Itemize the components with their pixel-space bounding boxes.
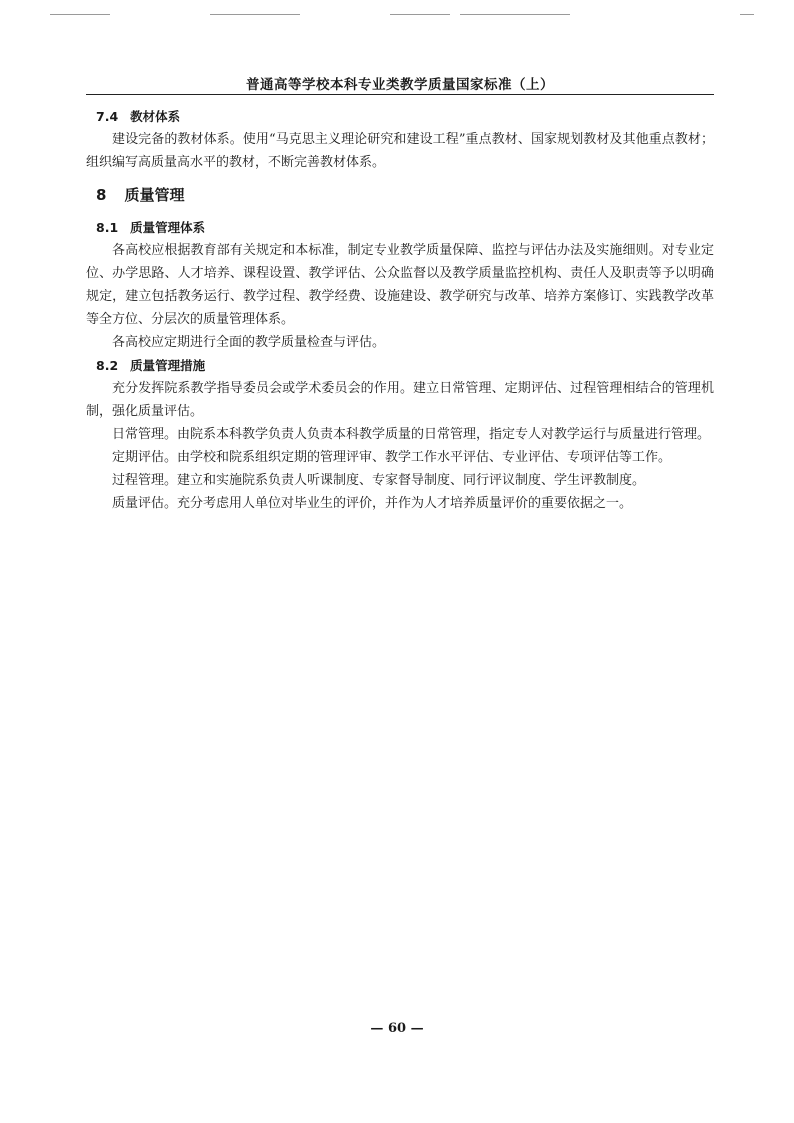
paragraph: 定期评估。由学校和院系组织定期的管理评审、教学工作水平评估、专业评估、专项评估等工作。 [112, 450, 672, 465]
page-number: — 60 — [370, 1021, 424, 1036]
chapter-title: 质量管理 [124, 186, 185, 204]
paragraph: 质量评估。充分考虑用人单位对毕业生的评价，并作为人才培养质量评价的重要依据之一。 [112, 496, 633, 511]
paragraph: 建设完备的教材体系。使用“马克思主义理论研究和建设工程”重点教材、国家规划教材及其他重点教材；组织编写高质量高水平的教材，不断完善教材体系。 [86, 132, 714, 170]
chapter-8-heading [86, 182, 714, 208]
header-rule [86, 94, 714, 95]
paragraph: 充分发挥院系教学指导委员会或学术委员会的作用。建立日常管理、定期评估、过程管理相结合的管理机制，强化质量评估。 [86, 381, 714, 419]
section-8-1-heading [86, 216, 714, 239]
section-number: 8.1 [96, 220, 119, 235]
paragraph: 各高校应根据教育部有关规定和本标准，制定专业教学质量保障、监控与评估办法及实施细则。对专业定位、办学思路、人才培养、课程设置、教学评估、公众监督以及教学质量监控机构、责任人及职责等予以明确规定，建立包括教务运行、教学过程、教学经费、设施建设、教学研究与改革、培养方案修订、实践教学改革等全方位、分层次的质量管理体系。 [86, 243, 714, 327]
page-body [86, 105, 714, 515]
scan-artifact-marks [40, 14, 754, 18]
paragraph: 各高校应定期进行全面的教学质量检查与评估。 [112, 335, 386, 350]
section-number: 7.4 [96, 109, 119, 124]
section-title: 教材体系 [130, 109, 181, 124]
section-8-2-heading [86, 354, 714, 377]
section-7-4-heading [86, 105, 714, 128]
paragraph: 过程管理。建立和实施院系负责人听课制度、专家督导制度、同行评议制度、学生评教制度。 [112, 473, 646, 488]
section-title: 质量管理体系 [130, 220, 206, 235]
running-header-title: 普通高等学校本科专业类教学质量国家标准（上） [246, 77, 554, 93]
section-number: 8.2 [96, 358, 119, 373]
section-title: 质量管理措施 [130, 358, 206, 373]
paragraph: 日常管理。由院系本科教学负责人负责本科教学质量的日常管理，指定专人对教学运行与质量进行管理。 [112, 427, 711, 442]
chapter-number: 8 [96, 186, 107, 204]
